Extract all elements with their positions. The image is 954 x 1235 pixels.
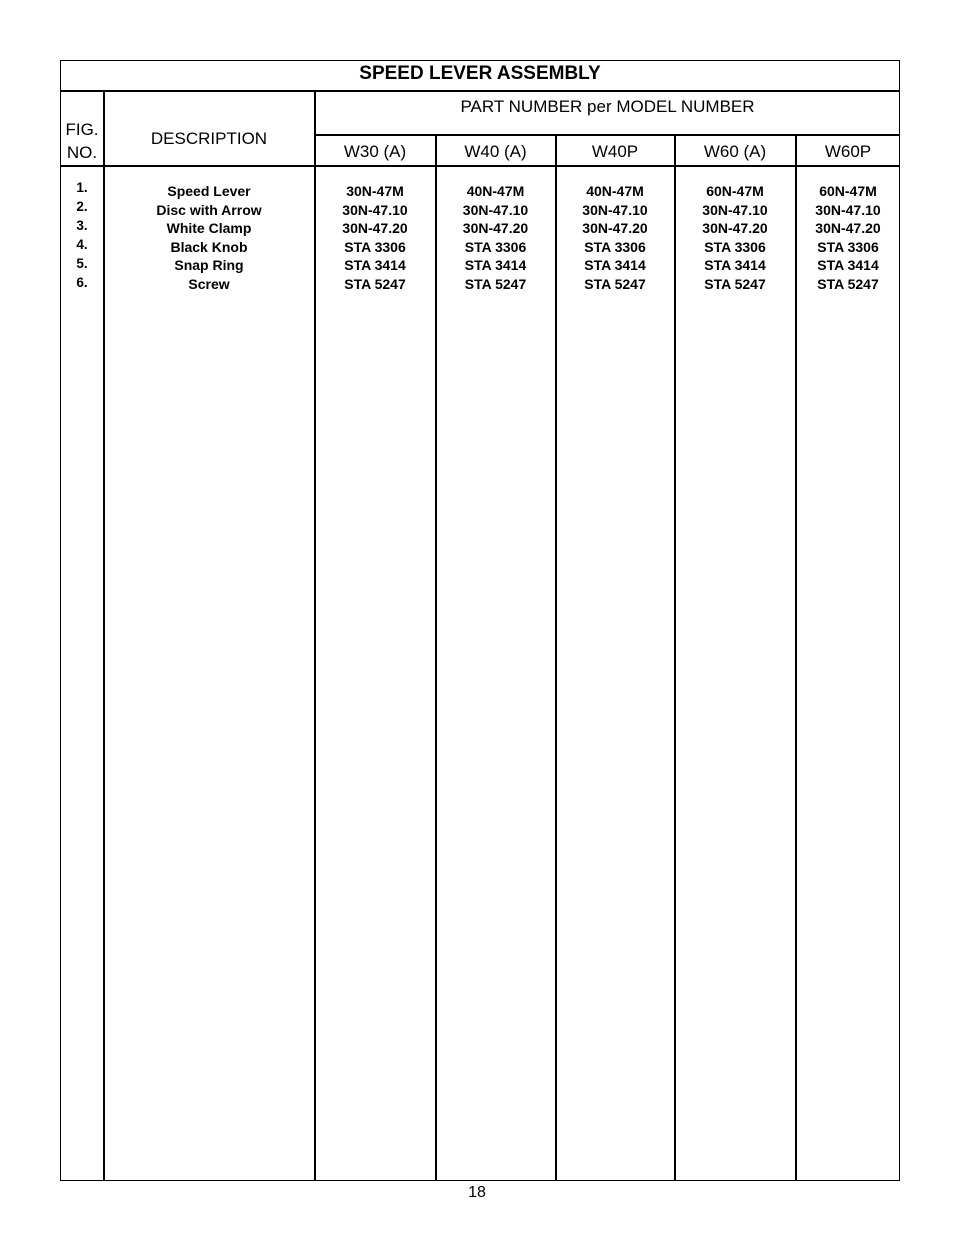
part-number: STA 3414 xyxy=(584,257,646,274)
fig-number: 3. xyxy=(76,218,88,233)
part-number: 60N-47M xyxy=(819,183,877,199)
part-number: 30N-47.10 xyxy=(342,201,408,218)
part-number: 30N-47.10 xyxy=(582,201,648,218)
part-description: Disc with Arrow xyxy=(156,201,262,218)
part-number: STA 5247 xyxy=(344,275,406,292)
part-number: STA 3306 xyxy=(817,238,879,255)
part-number: STA 3414 xyxy=(817,257,879,274)
part-description: Screw xyxy=(188,275,230,292)
part-number: STA 5247 xyxy=(817,275,879,292)
part-number: 30N-47.10 xyxy=(702,201,768,218)
part-number: 30N-47.20 xyxy=(582,220,648,237)
part-description: Speed Lever xyxy=(167,183,251,199)
parts-column-w40a xyxy=(436,182,555,294)
fig-number: 6. xyxy=(76,275,88,290)
parts-column-w60a xyxy=(675,182,795,294)
fig-number: 4. xyxy=(76,237,88,252)
part-number: STA 5247 xyxy=(584,275,646,292)
fig-no-header xyxy=(60,118,104,164)
parts-column-w40p xyxy=(556,182,674,294)
part-number: STA 3414 xyxy=(704,257,766,274)
fig-number-column xyxy=(60,178,104,292)
part-description: Black Knob xyxy=(170,238,248,255)
page-number: 18 xyxy=(468,1184,486,1201)
parts-column-w30a xyxy=(315,182,435,294)
fig-number: 1. xyxy=(76,180,88,195)
part-number: STA 5247 xyxy=(464,275,527,292)
model-header-w60p: W60P xyxy=(824,142,872,161)
part-number: 40N-47M xyxy=(586,183,644,199)
part-number: STA 3306 xyxy=(704,238,766,255)
fig-number: 5. xyxy=(76,256,88,271)
part-number: 40N-47M xyxy=(466,183,525,199)
part-number: STA 3414 xyxy=(344,257,406,274)
part-number: STA 3414 xyxy=(464,257,527,274)
part-number: 30N-47.20 xyxy=(815,220,881,237)
part-number: 30N-47.10 xyxy=(815,201,881,218)
parts-column-w60p xyxy=(796,182,900,294)
fig-number: 2. xyxy=(76,199,88,214)
part-number: 60N-47M xyxy=(706,183,764,199)
model-header-w40a: W40 (A) xyxy=(464,142,527,161)
part-description: Snap Ring xyxy=(174,257,244,274)
page-title: SPEED LEVER ASSEMBLY xyxy=(359,63,601,84)
title-divider xyxy=(60,90,900,92)
model-header-w30a: W30 (A) xyxy=(343,142,407,161)
fig-header: FIG. xyxy=(65,120,99,139)
header-bottom-divider xyxy=(60,165,900,167)
part-number: STA 3306 xyxy=(344,238,406,255)
part-number: 30N-47.20 xyxy=(342,220,408,237)
model-header-w40p: W40P xyxy=(591,142,639,161)
description-header: DESCRIPTION xyxy=(150,129,268,148)
part-number: 30N-47M xyxy=(346,183,404,199)
part-number: 30N-47.20 xyxy=(462,220,529,237)
part-number: STA 3306 xyxy=(584,238,646,255)
part-number-header: PART NUMBER per MODEL NUMBER xyxy=(460,97,755,116)
description-column xyxy=(104,182,314,294)
part-number: 30N-47.10 xyxy=(462,201,529,218)
model-header-w60a: W60 (A) xyxy=(703,142,767,161)
part-number: 30N-47.20 xyxy=(702,220,768,237)
part-number: STA 3306 xyxy=(464,238,527,255)
part-description: White Clamp xyxy=(166,220,252,237)
no-header: NO. xyxy=(66,143,98,162)
part-number: STA 5247 xyxy=(704,275,766,292)
model-header-divider xyxy=(314,134,900,136)
